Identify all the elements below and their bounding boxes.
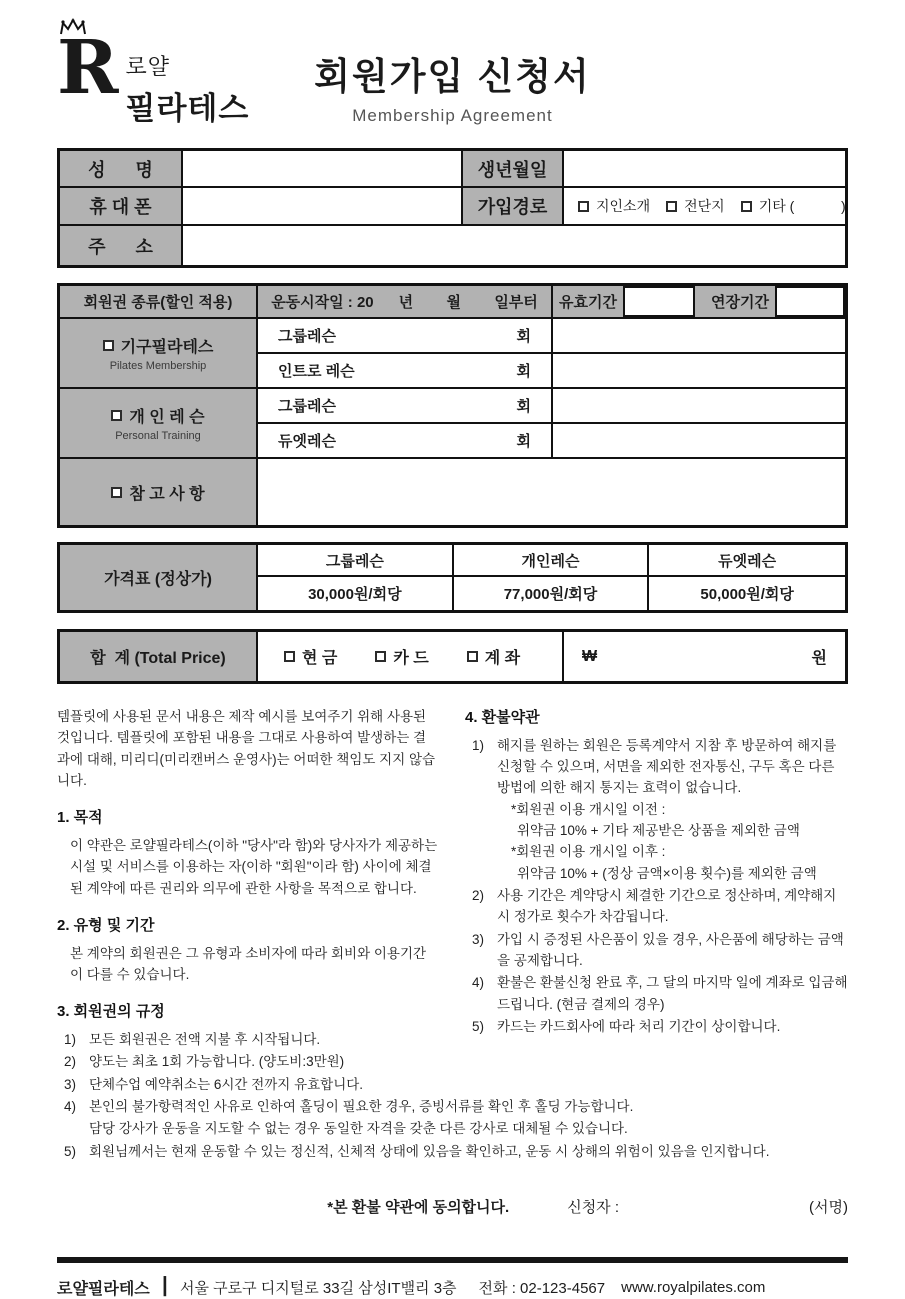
personal-info-table (57, 148, 848, 268)
checkbox-icon[interactable] (666, 201, 677, 212)
equipment-pilates-subtitle: Pilates Membership (109, 360, 207, 372)
royal-pilates-logo (57, 25, 250, 128)
lesson-row-intro: 인트로 레슨 회 (258, 354, 553, 389)
personal-training-option[interactable]: 개 인 레 슨 Personal Training (60, 389, 258, 459)
refund-item: 2) 사용 기간은 계약당시 체결한 기간으로 정산하며, 계약해지 시 정가로 횟수가 차감됩니다. (472, 887, 837, 925)
header-spacer (695, 286, 705, 317)
page-title: 회원가입 신청서 (314, 56, 591, 97)
refund-note: *회원권 이용 개시일 이후 : (511, 844, 666, 860)
membership-type-table (57, 283, 848, 528)
refund-item: 1) 해지를 원하는 회원은 등록계약서 지참 후 방문하여 해지를 신청할 수 있으며, 서면을 제외한 전자통신, 구두 혹은 다른 방법에 의한 해지 통지는 효력이 없습니다. (472, 737, 837, 796)
personal-training-subtitle: Personal Training (115, 430, 201, 442)
rule-item: 4) 본인의 불가항력적인 사유로 인하여 홀딩이 필요한 경우, 증빙서류를 확인 후 홀딩 가능합니다. (64, 1099, 634, 1114)
price-value-personal: 77,000원/회당 (454, 577, 650, 610)
rule-item: 5) 회원님께서는 현재 운동할 수 있는 정신적, 신체적 상태에 있음을 확인하고, 운동 시 상해의 위험이 있음을 인지합니다. (64, 1143, 770, 1159)
footer-brand: 로얄필라테스 (57, 1280, 150, 1298)
rule-item: 3) 단체수업 예약취소는 6시간 전까지 유효합니다. (64, 1076, 364, 1092)
count-unit: 회 (516, 398, 531, 415)
section4-title: 4. 환불약관 (465, 709, 540, 726)
checkbox-icon[interactable] (375, 651, 386, 662)
payment-card-option[interactable]: 카 드 (375, 645, 428, 668)
checkbox-icon[interactable] (467, 651, 478, 662)
phone-input-cell[interactable] (183, 188, 463, 226)
count-unit: 회 (516, 433, 531, 450)
page-header (57, 0, 848, 148)
rule-item-continuation: 담당 강사가 운동을 지도할 수 없는 경우 동일한 자격을 갖춘 다른 강사로 대체될 수 있습니다. (89, 1121, 628, 1137)
extend-period-label: 연장기간 (711, 294, 769, 311)
count-unit: 회 (516, 328, 531, 345)
birthdate-input-cell[interactable] (564, 151, 846, 188)
refund-note: 위약금 10% + 기타 제공받은 상품을 제외한 금액 (517, 823, 800, 838)
refund-item: 5) 카드는 카드회사에 따라 처리 기간이 상이합니다. (472, 1018, 781, 1034)
refund-note: 위약금 10% + (정상 금액×이용 횟수)를 제외한 금액 (517, 865, 817, 881)
lesson-value-cell[interactable] (553, 319, 845, 354)
lesson-row-duet: 듀엣레슨 회 (258, 424, 553, 459)
price-value-group: 30,000원/회당 (258, 577, 454, 610)
membership-table-header (60, 286, 845, 319)
footer-address: 서울 구로구 디지털로 33길 삼성IT밸리 3층 (180, 1279, 457, 1297)
logo-text-royal: 로얄 (125, 54, 171, 79)
logo-letter-r: R (57, 25, 119, 111)
section1-body: 이 약관은 로얄필라테스(이하 "당사"라 함)와 당사자가 제공하는 시설 및 서비스를 이용하는 자(이하 "회원"이라 함) 사이에 체결된 계약에 따른 권리와 의무에 관한 사항을 목적으로 합니다. (70, 838, 438, 896)
refund-note: *회원권 이용 개시일 이전 : (511, 801, 666, 817)
lesson-value-cell[interactable] (553, 389, 845, 424)
price-col-duet: 듀엣레슨 (649, 545, 845, 577)
section2-body: 본 계약의 회원권은 그 유형과 소비자에 따라 회비와 이용기간이 다를 수 있습니다. (70, 945, 427, 982)
terms-section (57, 706, 848, 1162)
price-col-personal: 개인레슨 (454, 545, 650, 577)
section1-title: 1. 목적 (57, 809, 103, 827)
refund-item: 4) 환불은 환불신청 완료 후, 그 달의 마지막 일에 계좌로 입금해 드립니다. (현금 결제의 경우) (472, 975, 848, 1012)
sign-here-label: (서명) (809, 1198, 848, 1216)
note-input-cell[interactable] (258, 459, 845, 525)
page-subtitle: Membership Agreement (352, 106, 553, 125)
note-option[interactable]: 참 고 사 항 (60, 459, 258, 525)
lesson-row-group2: 그룹레슨 회 (258, 389, 553, 424)
name-input-cell[interactable] (183, 151, 463, 188)
membership-kind-header: 회원권 종류(할인 적용) (60, 286, 258, 317)
total-amount-cell[interactable] (564, 632, 845, 681)
valid-period-label: 유효기간 (559, 294, 617, 311)
birthdate-label: 생년월일 (463, 151, 564, 188)
template-disclaimer: 템플릿에 사용된 문서 내용은 제작 예시를 보여주기 위해 사용된 것입니다. 템플릿에 포함된 내용을 그대로 사용하여 발생하는 결과에 대해, 미리디(미리캔버스 운영사)는 어떠한 책임도 지지 않습니다. (57, 709, 436, 788)
checkbox-icon[interactable] (111, 487, 122, 498)
checkbox-icon[interactable] (578, 201, 589, 212)
name-label: 성 명 (60, 151, 183, 188)
equipment-pilates-option[interactable]: 기구필라테스 Pilates Membership (60, 319, 258, 389)
lesson-row-group: 그룹레슨 회 (258, 319, 553, 354)
rule-item: 2) 양도는 최초 1회 가능합니다. (양도비:3만원) (64, 1054, 345, 1070)
refund-agree-statement: *본 환불 약관에 동의합니다. (327, 1198, 510, 1216)
address-label: 주 소 (60, 226, 183, 265)
footer-website: www.royalpilates.com (621, 1278, 766, 1296)
checkbox-icon[interactable] (741, 201, 752, 212)
payment-account-option[interactable]: 계 좌 (467, 645, 520, 668)
payment-methods (258, 632, 564, 681)
checkbox-icon[interactable] (284, 651, 295, 662)
join-option-other[interactable]: 기타 ( ) (741, 196, 846, 216)
total-price-table (57, 629, 848, 684)
price-table-label: 가격표 (정상가) (60, 545, 258, 610)
price-value-duet: 50,000원/회당 (700, 586, 794, 603)
price-table (57, 542, 848, 613)
join-option-flyer[interactable]: 전단지 (666, 196, 725, 216)
start-date-header: 운동시작일 : 20 년 월 일부터 (258, 286, 553, 317)
footer-phone: 전화 : 02-123-4567 (478, 1279, 606, 1297)
currency-symbol: ₩ (582, 647, 598, 665)
applicant-label: 신청자 : (567, 1198, 620, 1216)
total-label: 합 계 (Total Price) (60, 632, 258, 681)
footer-separator: ┃ (159, 1277, 170, 1297)
refund-item: 3) 가입 시 증정된 사은품이 있을 경우, 사은품에 해당하는 금액을 공제합니다. (472, 931, 844, 968)
signature-row (57, 1196, 848, 1217)
section2-title: 2. 유형 및 기간 (57, 916, 155, 934)
logo-text-pilates: 필라테스 (125, 91, 250, 126)
crown-icon (58, 19, 88, 40)
payment-cash-option[interactable]: 현 금 (284, 645, 337, 668)
checkbox-icon[interactable] (111, 410, 122, 421)
won-suffix: 원 (811, 650, 827, 667)
section3-title: 3. 회원권의 규정 (57, 1003, 165, 1021)
lesson-value-cell[interactable] (553, 424, 845, 459)
join-path-label: 가입경로 (463, 188, 564, 226)
page-footer (57, 1257, 848, 1299)
extend-period-input-cell[interactable] (775, 286, 845, 317)
address-input-cell[interactable] (183, 226, 846, 265)
phone-label: 휴 대 폰 (60, 188, 183, 226)
join-option-referral[interactable]: 지인소개 (578, 196, 650, 216)
count-unit: 회 (516, 363, 531, 380)
lesson-value-cell[interactable] (553, 354, 845, 389)
price-col-group: 그룹레슨 (258, 545, 454, 577)
join-path-options (564, 188, 846, 226)
checkbox-icon[interactable] (103, 340, 114, 351)
rule-item: 1) 모든 회원권은 전액 지불 후 시작됩니다. (64, 1032, 321, 1048)
valid-period-input-cell[interactable] (623, 286, 695, 317)
